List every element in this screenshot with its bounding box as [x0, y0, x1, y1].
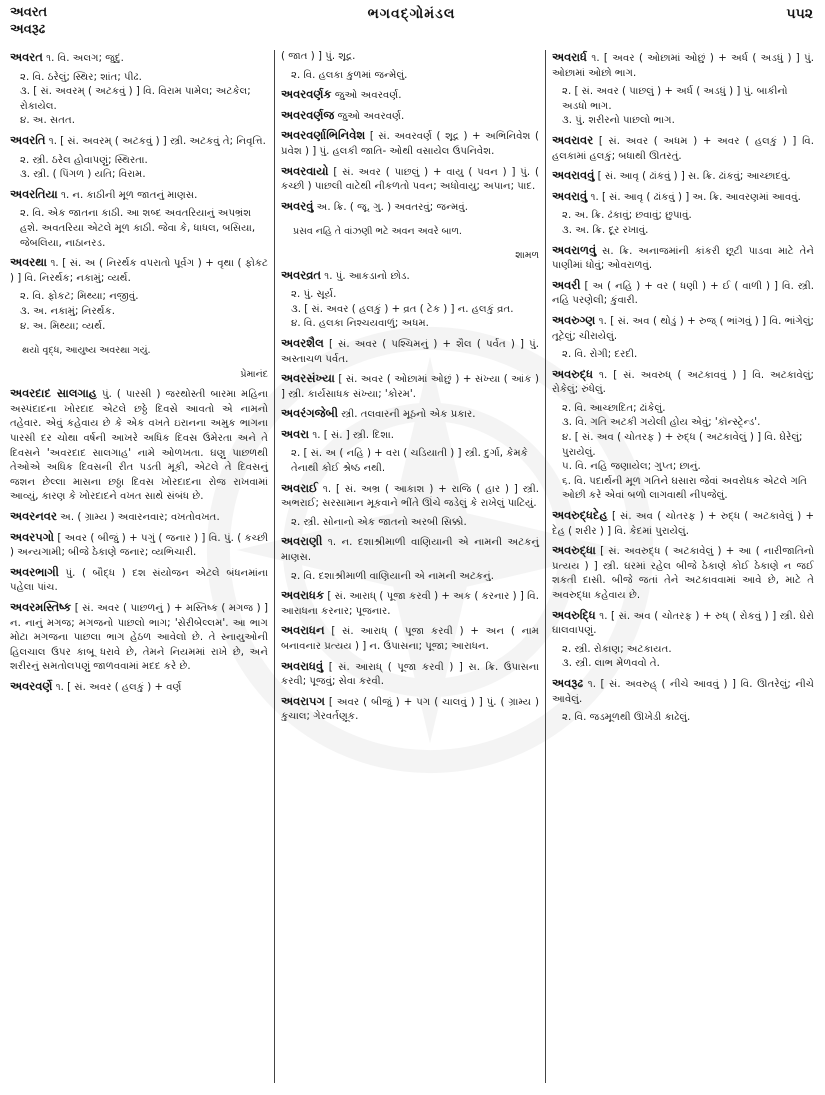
- entry-definition: ૧. ન. દશાશ્રીમાળી વાણિયાની એ નામની અટકનું માણસ.: [281, 537, 539, 564]
- guide-word-first: અવરત: [10, 5, 48, 20]
- entry-sense: ૩. સ્ત્રી. લાભ મેળવવો તે.: [562, 658, 660, 670]
- entry-sense: ૨. વિ. ફોકટ; મિથ્યા; નજીવું.: [20, 291, 139, 303]
- dictionary-entry: [552, 367, 814, 398]
- entry-sense: ૨. વિ. એક જાતના કાઠી. આ શબ્દ અવતરિયાનું અપભ્રંશ હશે. અવતરિયા એટલે મૂળ કાઠી. જેવા કે, ધાધલ, બસિયા, જેબલિયા, નાઠાનરડ.: [20, 208, 256, 249]
- dictionary-entry: [281, 588, 539, 619]
- entry-headword: અવરાધક: [281, 588, 325, 603]
- dictionary-entry: [10, 600, 268, 675]
- entry-definition: પું. ( પારસી ) જરથોસ્તી બારમા મહિના અસ્પંદાદના ખોરદાદ એટલે છઠ્ઠે દિવસે આવતો એ નામનો તહેવાર. એવું કહેવાય છે કે એક વખતે ઇરાનના અમુક ભાગના પારસી દર ચોથા વર્ષની આખરે અધિક દિવસ ઉમેરતા અને તે દિવસને 'અવરદાદ સાલગાહ' નામે ઓળખતા. ઘણુ પાછળથી તેઓએ અધિક દિવસની રીત પડતી મૂકી, એટલે તે દિવસનું જશન છેલ્લા માસના છઠ્ઠા દિવસ ખોરદાદના રોજ રાખવામાં આવ્યું, કારણ કે ખોરદાદને વખત સાથે સંબંધ છે.: [10, 389, 268, 503]
- entry-headword: અવરવ્રત: [281, 267, 322, 282]
- dictionary-column-2: [281, 50, 539, 729]
- entry-definition: ૧. [ સં. અવરુહ્ ( નીચે આવવું ) ] વિ. ઊતરેલું; નીચે આવેલું.: [552, 678, 814, 705]
- dictionary-entry: [10, 386, 268, 505]
- entry-headword: અવરતિયા: [10, 186, 58, 201]
- entry-definition: ૧. [ સં. અવ ( થોડું ) + રુજ્ ( ભાંગવું ) ] વિ. ભાંગેલું; તૂટેલું; ચીરાયેલું.: [552, 315, 814, 342]
- dictionary-entry: [281, 87, 539, 104]
- dictionary-entry: [552, 189, 814, 206]
- entry-definition: સ. ક્રિ. અનાજમાંની કાંકરી છૂટી પાડવા માટે તેને પાણીમાં ધોવું; ઓવરાળવું.: [552, 245, 814, 272]
- dictionary-entry: [552, 133, 814, 164]
- entry-definition: ૧. વિ. અલગ; જુદું.: [46, 53, 124, 64]
- entry-definition: ૧. ન. કાઠીની મૂળ જાતનું માણસ.: [60, 189, 198, 201]
- entry-sense: ૨. [ સં. અ ( નહિ ) + વરા ( ચડિયાતી ) ] સ્ત્રી. દુર્ગા, કેમકે તેનાથી કોઈ શ્રેષ્ઠ નથી.: [291, 448, 528, 475]
- dictionary-entry: [10, 50, 268, 67]
- entry-definition: ૧. પું. આકડાનો છોડ.: [324, 270, 410, 282]
- entry-sense: ૩. અ. ક્રિ. દૂર રખાવું.: [562, 224, 649, 236]
- entry-headword: અવરશૈલ: [281, 335, 324, 350]
- entry-sense: ૩. પું. શરીરનો પાછલો ભાગ.: [562, 115, 675, 127]
- entry-definition: પું. ( બૌદ્ધ ) દશ સંયોજન એટલે બંધનમાંના પહેલા પાંચ.: [10, 567, 268, 594]
- entry-definition: ૧. [ સં. આવૃ ( ઢાંકવું ) ] અ. ક્રિ. આવરણમાં આવવું.: [590, 191, 801, 203]
- dictionary-entry: [281, 199, 539, 216]
- entry-headword: અવરી: [552, 277, 581, 292]
- entry-sense: ૨. સ્ત્રી. સોનાનો એક જાતનો અરબી સિક્કો.: [291, 516, 467, 528]
- entry-sense: ૩. [ સં. અવર ( હલકું ) + વ્રત ( ટેક ) ] ન. હલકું વ્રત.: [291, 303, 514, 315]
- entry-headword: અવરાણી: [281, 534, 323, 549]
- entry-sense: ૪. વિ. હલકા નિશ્ચયવાળું; અધમ.: [291, 318, 429, 330]
- entry-headword: અવરભાગી: [10, 564, 59, 579]
- dictionary-entry: [552, 543, 814, 603]
- entry-definition: [ સં. આરાધ્ ( પૂજા કરવી ) + અક ( કરનાર ) ] વિ. આરાધના કરનાર; પૂજનાર.: [281, 591, 539, 617]
- dictionary-entry: [10, 255, 268, 286]
- book-title: ભગવદ્ગોમંડલ: [367, 6, 456, 22]
- entry-definition: [ અ ( નહિ ) + વર ( ધણી ) + ઈ ( વાળી ) ] વિ. સ્ત્રી. નહિ પરણેલી; કુંવારી.: [552, 280, 814, 307]
- entry-sense: ૨. સ્ત્રી. ઠરેલ હોવાપણું; સ્થિરતા.: [20, 154, 148, 166]
- entry-sense: ૩. [ સં. અવરમ્ ( અટકવું ) ] વિ. વિરામ પામેલ; અટકેલ; રોકાયેલ.: [20, 86, 251, 112]
- dictionary-entry: [281, 128, 539, 159]
- column-divider: [545, 50, 546, 1083]
- entry-sense: ૨. વિ. દશાશ્રીમાળી વાણિયાની એ નામની અટકનું.: [291, 570, 494, 582]
- entry-definition: ૧. [ સં. અભ્ર ( આકાશ ) + રાજિ ( હાર ) ] સ્ત્રી. અભરાઈ; સરસામાન મૂકવાને ભીંતે ઊંચે જડેલું કે રાખેલું પાટિયું.: [281, 483, 539, 510]
- entry-headword: અવરાવર: [552, 132, 594, 147]
- entry-headword: અવરાળવું: [552, 242, 597, 257]
- dictionary-entry: [552, 50, 814, 81]
- entry-sense: ૨. સ્ત્રી. રોકાણ; અટકાયત.: [562, 643, 672, 655]
- dictionary-entry: [281, 534, 539, 565]
- entry-headword: અવરાધવું: [281, 658, 324, 673]
- entry-headword: અવરવાયો: [281, 163, 329, 178]
- entry-definition: [ સં. આરાધ્ ( પૂજા કરવી ) ] સ. ક્રિ. ઉપાસના કરવી; પૂજવું; સેવા કરવી.: [281, 661, 539, 688]
- dictionary-entry: [552, 243, 814, 274]
- dictionary-entry: [281, 659, 539, 690]
- dictionary-entry: [281, 694, 539, 725]
- dictionary-entry: [10, 530, 268, 561]
- page-header: [10, 4, 813, 44]
- dictionary-entry: [552, 608, 814, 639]
- entry-headword: અવરતિ: [10, 132, 46, 147]
- entry-sense: ૩. વિ. ગતિ અટકી ગયેલી હોય એવું; 'કૉન્સ્ટ્રેન્ડ'.: [562, 417, 761, 429]
- entry-sense: ૨. [ સં. અવર ( પાછલું ) + અર્ધ ( અડધું ) ] પું. બાકીનો અડધો ભાગ.: [562, 86, 788, 112]
- entry-quotation: પ્રસવ નહિ તે વાંઝણી ભટે અવન અવરે બાળ.: [293, 225, 462, 237]
- entry-definition: ૧. [ સં. અવરુધ્ ( અટકાવવું ) ] વિ. અટકાવેલું; રોકેલું; રુંધેલું.: [552, 369, 814, 396]
- entry-headword: અવરવર્ણક: [281, 87, 332, 102]
- entry-headword: અવરુદ્ધિ: [552, 607, 596, 622]
- entry-definition: સ્ત્રી. તલવારની મૂઠનો એક પ્રકાર.: [341, 409, 476, 421]
- entry-definition: ૧. [ સં. અ ( નિરર્થક વપરાતો પૂર્વગ ) + વૃથા ( ફોકટ ) ] વિ. નિરર્થક; નકામું; વ્યર્થ.: [10, 258, 268, 284]
- entry-sense: ૩. અ. નકામું; નિરર્થક.: [20, 305, 116, 317]
- entry-definition: ૧. [ અવર ( ઓછામાં ઓછું ) + અર્ધ ( અડધું ) ] પું. ઓછામાં ઓછો ભાગ.: [552, 53, 814, 79]
- entry-headword: અવરૂઢ: [552, 675, 584, 690]
- entry-definition: [ સં. અવ ( ચોતરફ ) + રુદ્ધ ( અટકાવેલું ) + દેહ ( શરીર ) ] વિ. કેદમાં પુરાયેલું.: [552, 511, 814, 537]
- entry-headword: અવરવર્ણાભિનિવેશ: [281, 128, 366, 143]
- entry-sense: ૬. વિ. પદાર્થની મૂળ ગતિને ઘસારા જેવાં અવરોધક એટલે ગતિ ઓછી કરે એવાં બળો લાગવાથી નીપજેલું.: [562, 475, 808, 502]
- dictionary-column-3: [552, 50, 814, 730]
- entry-definition: [ સં. અવર ( અધમ ) + અવર ( હલકું ) ] વિ. હલકામાં હલકું; બધાથી ઊતરતું.: [552, 135, 814, 162]
- entry-definition: ૧. [ સં. અવ ( ચોતરફ ) + રુધ્ ( રોકવું ) ] સ્ત્રી. ઘેરો ઘાલવાપણું.: [552, 610, 814, 637]
- dictionary-entry: [281, 50, 539, 65]
- quotation-attribution: શામળ: [515, 249, 539, 261]
- entry-headword: અવરુદ્ધ: [552, 366, 594, 381]
- entry-headword: અવરવર્ણજ: [281, 107, 335, 122]
- dictionary-entry: [281, 427, 539, 444]
- entry-sense: ૩. સ્ત્રી. ( પિંગળ ) યતિ; વિરામ.: [20, 169, 146, 181]
- dictionary-entry: [10, 565, 268, 596]
- guide-word-last: અવરૂઢ: [10, 22, 46, 37]
- entry-headword: અવરમસ્તિષ્ક: [10, 600, 72, 614]
- entry-headword: અવરાવું: [552, 188, 588, 203]
- dictionary-entry: [10, 509, 268, 526]
- entry-headword: અવરાપગ: [281, 693, 325, 708]
- entry-definition: [ અવર ( બીજું ) + પગું ( જનાર ) ] વિ. પું. ( કચ્છી ) અન્યગામી; બીજે ઠેકાણે જનાર; વ્યભિચારી.: [10, 532, 268, 559]
- entry-sense: ૨. અ. ક્રિ. ઢંકાવું; છવાવું; છુપાવું.: [562, 210, 692, 222]
- entry-headword: અવરુગ્ણ: [552, 312, 596, 327]
- entry-headword: અવરવું: [281, 198, 314, 213]
- dictionary-entry: [10, 187, 268, 204]
- entry-headword: અવરુદ્ધા: [552, 543, 596, 558]
- entry-headword: અવરનવર: [10, 509, 57, 524]
- dictionary-entry: [552, 676, 814, 707]
- dictionary-entry: [281, 164, 539, 195]
- entry-definition: જુઓ અવરવર્ણ.: [337, 110, 405, 122]
- entry-headword: અવરસંખ્યા: [281, 371, 335, 386]
- entry-definition: ૧. [ સં. અવરમ્ ( અટકવું ) ] સ્ત્રી. અટકવું તે; નિવૃત્તિ.: [48, 135, 266, 147]
- entry-sense: ૨. વિ. હલકા કુળમાં જન્મેલું.: [291, 69, 408, 81]
- dictionary-entry: [281, 268, 539, 285]
- entry-headword: અવરુદ્ધદેહ: [552, 508, 608, 523]
- entry-sense: ૨. વિ. આચ્છાદિત; ઢાંકેલું.: [562, 402, 666, 414]
- entry-definition: [ સં. આવૃ ( ઢાંકવું ) ] સ. ક્રિ. ઢાંકવું; આચ્છાદવું.: [597, 171, 791, 183]
- entry-headword: અવરવર્ણે: [10, 678, 53, 693]
- entry-sense: ૨. પું. સૂર્ય.: [291, 289, 337, 301]
- entry-sense: ૨. વિ. રોગી; દરદી.: [562, 349, 638, 361]
- entry-definition: ( જાત ) ] પું. શૂદ્ર.: [281, 51, 356, 62]
- dictionary-entry: [552, 313, 814, 344]
- dictionary-entry: [552, 168, 814, 185]
- dictionary-entry: [10, 133, 268, 150]
- entry-headword: અવરપગો: [10, 529, 54, 544]
- entry-definition: અ. ક્રિ. ( જૂ. ગુ. ) અવતરવું; જન્મવું.: [316, 201, 468, 213]
- quotation-attribution: પ્રેમાનંદ: [240, 368, 268, 380]
- entry-headword: અવરાધન: [281, 623, 325, 638]
- column-divider: [274, 50, 275, 1083]
- entry-definition: [ સં. અવર ( પાછળનું ) + મસ્તિષ્ક ( મગજ ) ] ન. નાનું મગજ; મગજનો પાછલો ભાગ; 'સેરીબેલ્લમ'. આ ભાગ મોટા મગજના પાછલા ભાગ હેઠળ આવેલો છે. તે સ્નાયુઓની હિલચાલ ઉપર કાબૂ ધરાવે છે, તેમને નિયમમાં રાખે છે, અને શરીરનું સમતોલપણું જાળવવામાં મદદ કરે છે.: [10, 603, 268, 673]
- entry-definition: [ સં. આરાધ્ ( પૂજા કરવી ) + અન ( નામ બનાવનાર પ્રત્યય ) ] ન. ઉપાસના; પૂજા; આરાધન.: [281, 626, 539, 652]
- entry-headword: અવરાર્ધ: [552, 50, 587, 64]
- dictionary-entry: [281, 108, 539, 125]
- entry-quotation: થયો વૃદ્ધ, આયુષ્ય અવરથા ગયું.: [22, 344, 151, 356]
- entry-headword: અવરદાદ સાલગાહ: [10, 386, 97, 401]
- entry-headword: અવરંગજેબી: [281, 406, 339, 421]
- entry-sense: ૫. વિ. નહિ જણાયેલ; ગુપ્ત; છાનું.: [562, 461, 701, 473]
- entry-headword: અવરથા: [10, 255, 47, 270]
- dictionary-entry: [552, 508, 814, 539]
- entry-definition: [ અવર ( બીજું ) + પગ ( ચાલવું ) ] પું. ( ગ્રામ્ય ) કુચાલ; ગેરવર્તણૂક.: [281, 696, 539, 723]
- dictionary-entry: [281, 371, 539, 402]
- entry-headword: અવરાવવું: [552, 168, 595, 183]
- dictionary-entry: [281, 623, 539, 654]
- entry-definition: [ સં. અવરવર્ણ ( શૂદ્ર ) + અભિનિવેશ ( પ્રવેશ ) ] પું. હલકી જાતિ- ઓથી વસાયેલ ઉપનિવેશ.: [281, 131, 539, 157]
- dictionary-entry: [281, 481, 539, 512]
- entry-definition: અ. ( ગ્રામ્ય ) અવારનવાર; વખતોવખત.: [60, 512, 220, 524]
- entry-definition: જુઓ અવરવર્ણ.: [334, 90, 402, 102]
- dictionary-entry: [281, 336, 539, 367]
- entry-sense: ૨. વિ. જડમૂળથી ઊખેડી કાઢેલું.: [562, 712, 691, 724]
- entry-sense: ૪. [ સં. અવ ( ચોતરફ ) + રુદ્ધ ( અટકાવેલું ) ] વિ. ઘેરેલું; પુરાયેલું.: [562, 432, 803, 458]
- entry-sense: ૪. અ. મિથ્યા; વ્યર્થ.: [20, 320, 106, 332]
- entry-definition: [ સં. અવર ( ઓછામાં ઓછું ) + સંખ્યા ( આંક ) ] સ્ત્રી. કાર્યસાધક સંખ્યા; 'કોરમ'.: [281, 374, 539, 400]
- entry-definition: [ સં. અવર ( પશ્ચિમનું ) + શૈલ ( પર્વત ) ] પું. અસ્તાચળ પર્વત.: [281, 338, 539, 365]
- entry-definition: [ સં. અવરુદ્ધ ( અટકાવેલું ) + આ ( નારીજાતિનો પ્રત્યય ) ] સ્ત્રી. ઘરમાં રહેલ બીજે ઠેકાણે કોઈ ઠેકાણે ન જઈ શકતી દાસી. બીજે જતાં તેને અટકાવવામાં આવે છે, માટે તે અવરુદ્ધા કહેવાય છે.: [552, 546, 814, 601]
- dictionary-column-1: [10, 50, 268, 700]
- entry-sense: ૪. અ. સતત.: [20, 115, 76, 127]
- page-number: ૫૫૨: [786, 6, 813, 22]
- entry-definition: [ સં. અવર ( પાછલું ) + વાયુ ( પવન ) ] પું. ( કચ્છી ) પાછલી વાટેથી નીકળતો પવન; અધોવાયુ; અપાન; પાદ.: [281, 166, 539, 193]
- entry-sense: ૨. વિ. ઠરેલું; સ્થિર; શાંત; પીઢ.: [20, 71, 142, 83]
- dictionary-entry: [10, 679, 268, 696]
- dictionary-entry: [552, 278, 814, 309]
- entry-headword: અવરાઈ: [281, 480, 318, 495]
- dictionary-entry: [281, 406, 539, 423]
- entry-headword: અવરા: [281, 426, 310, 441]
- entry-headword: અવરત: [10, 50, 43, 64]
- entry-definition: ૧. [ સં. ] સ્ત્રી. દિશા.: [312, 429, 394, 441]
- entry-definition: ૧. [ સં. અવર ( હલકું ) + વર્ણ: [55, 681, 182, 693]
